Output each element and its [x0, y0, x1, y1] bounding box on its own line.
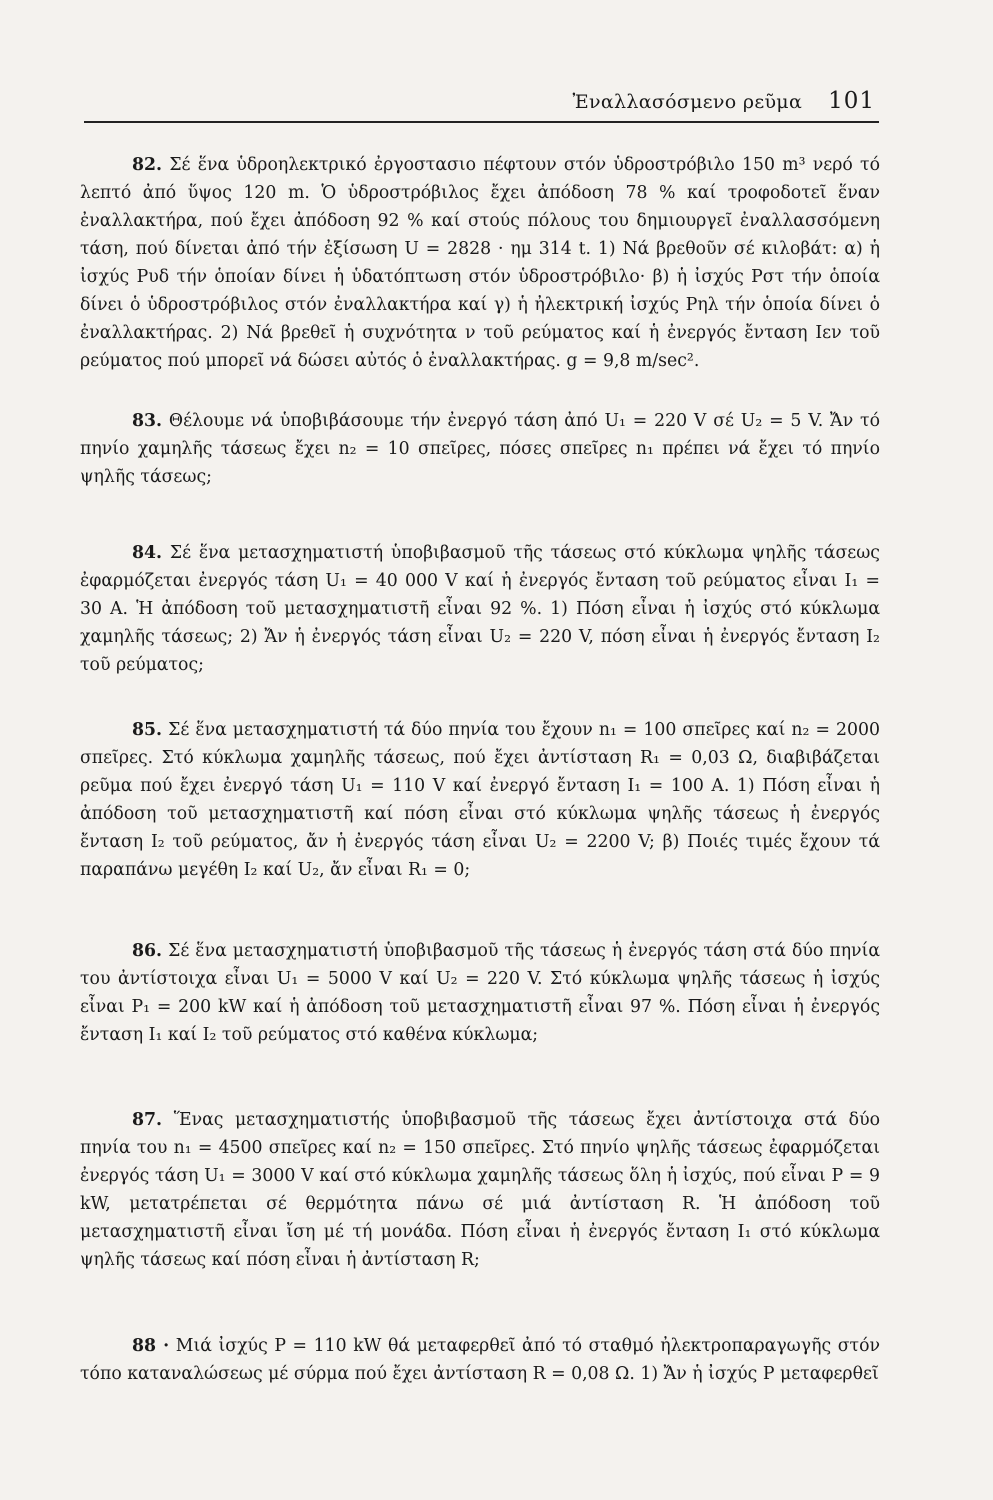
problem-number: 88 · — [132, 1336, 170, 1356]
header-rule — [84, 121, 879, 123]
problem-text: Μιά ἰσχύς P = 110 kW θά μεταφερθεῖ ἀπό τό σταθμό ἠλεκτροπαραγωγῆς στόν τόπο καταναλώσεως μέ σύρμα πού ἔχει ἀντίσταση R = 0,08 Ω. 1) Ἄν ἡ ἰσχύς P μεταφερθεῖ — [80, 1336, 880, 1384]
problem-88 — [80, 1332, 880, 1388]
problem-85 — [80, 716, 880, 884]
problem-number: 86. — [132, 941, 163, 961]
running-title: Ἐναλλασόσμενο ρεῦμα — [572, 91, 803, 113]
problem-87 — [80, 1106, 880, 1274]
problem-82 — [80, 151, 880, 375]
problem-number: 84. — [132, 543, 163, 563]
problem-84 — [80, 539, 880, 679]
problem-86 — [80, 937, 880, 1049]
page-header — [573, 88, 875, 114]
problem-number: 83. — [132, 411, 163, 431]
problem-number: 85. — [132, 720, 163, 740]
problem-text: Ἕνας μετασχηματιστής ὑποβιβασμοῦ τῆς τάσεως ἔχει ἀντίστοιχα στά δύο πηνία του n₁ = 4500 σπεῖρες καί n₂ = 150 σπεῖρες. Στό πηνίο ψηλῆς τάσεως ἐφαρμόζεται ἐνεργός τάση U₁ = 3000 V καί στό κύκλωμα χαμηλῆς τάσεως ὅλη ἡ ἰσχύς, πού εἶναι P = 9 kW, μετατρέπεται σέ θερμότητα πάνω σέ μιά ἀντίσταση R. Ἡ ἀπόδοση τοῦ μετασχηματιστῆ εἶναι ἴση μέ τή μονάδα. Πόση εἶναι ἡ ἐνεργός ἔνταση I₁ στό κύκλωμα ψηλῆς τάσεως καί πόση εἶναι ἡ ἀντίσταση R; — [80, 1110, 880, 1270]
problem-text: Σέ ἕνα μετασχηματιστή ὑποβιβασμοῦ τῆς τάσεως στό κύκλωμα ψηλῆς τάσεως ἐφαρμόζεται ἐνεργός τάση U₁ = 40 000 V καί ἡ ἐνεργός ἔνταση τοῦ ρεύματος εἶναι I₁ = 30 A. Ἡ ἀπόδοση τοῦ μετασχηματιστῆ εἶναι 92 %. 1) Πόση εἶναι ἡ ἰσχύς στό κύκλωμα χαμηλῆς τάσεως; 2) Ἄν ἡ ἐνεργός τάση εἶναι U₂ = 220 V, πόση εἶναι ἡ ἐνεργός ἔνταση I₂ τοῦ ρεύματος; — [80, 543, 880, 675]
problem-text: Σέ ἕνα ὑδροηλεκτρικό ἐργοστασιο πέφτουν στόν ὑδροστρόβιλο 150 m³ νερό τό λεπτό ἀπό ὕψος 120 m. Ὁ ὑδροστρόβιλος ἔχει ἀπόδοση 78 % καί τροφοδοτεῖ ἕναν ἐναλλακτήρα, πού ἔχει ἀπόδοση 92 % καί στούς πόλους του δημιουργεῖ ἐναλλασσόμενη τάση, πού δίνεται ἀπό τήν ἐξίσωση U = 2828 · ημ 314 t. 1) Νά βρεθοῦν σέ κιλοβάτ: α) ἡ ἰσχύς Pυδ τήν ὁποίαν δίνει ἡ ὑδατόπτωση στόν ὑδροστρόβιλο· β) ἡ ἰσχύς Pστ τήν ὁποία δίνει ὁ ὑδροστρόβιλος στόν ἐναλλακτήρα καί γ) ἡ ἠλεκτρική ἰσχύς Pηλ τήν ὁποία δίνει ὁ ἐναλλακτήρας. 2) Νά βρεθεῖ ἡ συχνότητα ν τοῦ ρεύματος καί ἡ ἐνεργός ἔνταση Iεν τοῦ ρεύματος πού μπορεῖ νά δώσει αὐτός ὁ ἐναλλακτήρας. g = 9,8 m/sec². — [80, 155, 880, 371]
problem-text: Θέλουμε νά ὑποβιβάσουμε τήν ἐνεργό τάση ἀπό U₁ = 220 V σέ U₂ = 5 V. Ἄν τό πηνίο χαμηλῆς τάσεως ἔχει n₂ = 10 σπεῖρες, πόσες σπεῖρες n₁ πρέπει νά ἔχει τό πηνίο ψηλῆς τάσεως; — [80, 411, 880, 487]
problem-text: Σέ ἕνα μετασχηματιστή τά δύο πηνία του ἔχουν n₁ = 100 σπεῖρες καί n₂ = 2000 σπεῖρες. Στό κύκλωμα χαμηλῆς τάσεως, πού ἔχει ἀντίσταση R₁ = 0,03 Ω, διαβιβάζεται ρεῦμα πού ἔχει ἐνεργό τάση U₁ = 110 V καί ἐνεργό ἔνταση I₁ = 100 A. 1) Πόση εἶναι ἡ ἀπόδοση τοῦ μετασχηματιστῆ καί πόση εἶναι στό κύκλωμα ψηλῆς τάσεως ἡ ἐνεργός ἔνταση I₂ τοῦ ρεύματος, ἄν ἡ ἐνεργός τάση εἶναι U₂ = 2200 V; β) Ποιές τιμές ἔχουν τά παραπάνω μεγέθη I₂ καί U₂, ἄν εἶναι R₁ = 0; — [80, 720, 880, 880]
problem-number: 87. — [132, 1110, 163, 1130]
problem-83 — [80, 407, 880, 491]
page-number: 101 — [828, 88, 875, 114]
problem-text: Σέ ἕνα μετασχηματιστή ὑποβιβασμοῦ τῆς τάσεως ἡ ἐνεργός τάση στά δύο πηνία του ἀντίστοιχα εἶναι U₁ = 5000 V καί U₂ = 220 V. Στό κύκλωμα ψηλῆς τάσεως ἡ ἰσχύς εἶναι P₁ = 200 kW καί ἡ ἀπόδοση τοῦ μετασχηματιστῆ εἶναι 97 %. Πόση εἶναι ἡ ἐνεργός ἔνταση I₁ καί I₂ τοῦ ρεύματος στό καθένα κύκλωμα; — [80, 941, 880, 1045]
problem-number: 82. — [132, 155, 163, 175]
